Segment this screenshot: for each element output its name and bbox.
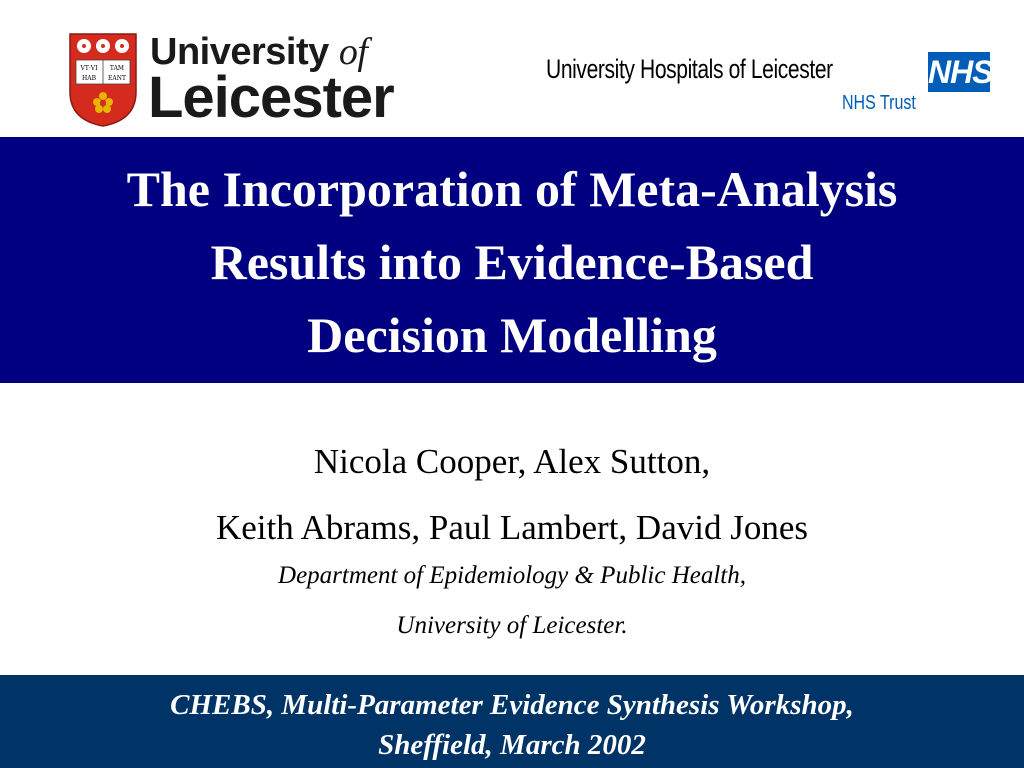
title-line-2: Results into Evidence-Based — [210, 233, 814, 290]
department: Department of Epidemiology & Public Health, — [278, 562, 746, 589]
title-line-3: Decision Modelling — [307, 306, 717, 363]
university-of-leicester-logo — [68, 30, 428, 130]
logo-university-text: University of — [150, 31, 368, 73]
authors-block — [0, 438, 1024, 642]
footer-line-1: CHEBS, Multi-Parameter Evidence Synthesis Workshop, — [170, 689, 854, 721]
nhs-trust-label: NHS Trust — [842, 92, 916, 114]
footer-line-2: Sheffield, March 2002 — [378, 729, 646, 761]
hospitals-nhs-logo — [546, 50, 992, 120]
footer-text — [0, 675, 1024, 765]
title-band — [0, 137, 1024, 383]
slide-title — [12, 149, 1012, 372]
university: University of Leicester. — [396, 612, 628, 639]
title-line-1: The Incorporation of Meta-Analysis — [126, 160, 898, 217]
logo-leicester-text: Leicester — [148, 65, 394, 130]
svg-text:TAM: TAM — [109, 65, 125, 72]
authors-line-1: Nicola Cooper, Alex Sutton, — [313, 442, 711, 481]
leicester-shield-icon — [68, 32, 138, 128]
svg-text:EANT: EANT — [108, 75, 126, 82]
hospitals-name: University Hospitals of Leicester — [546, 54, 833, 84]
shield-motto-1: VT·VI — [80, 65, 98, 72]
footer-band — [0, 675, 1024, 768]
authors-line-2: Keith Abrams, Paul Lambert, David Jones — [216, 508, 808, 547]
svg-text:HAB: HAB — [82, 75, 96, 82]
nhs-badge: NHS — [928, 54, 993, 90]
